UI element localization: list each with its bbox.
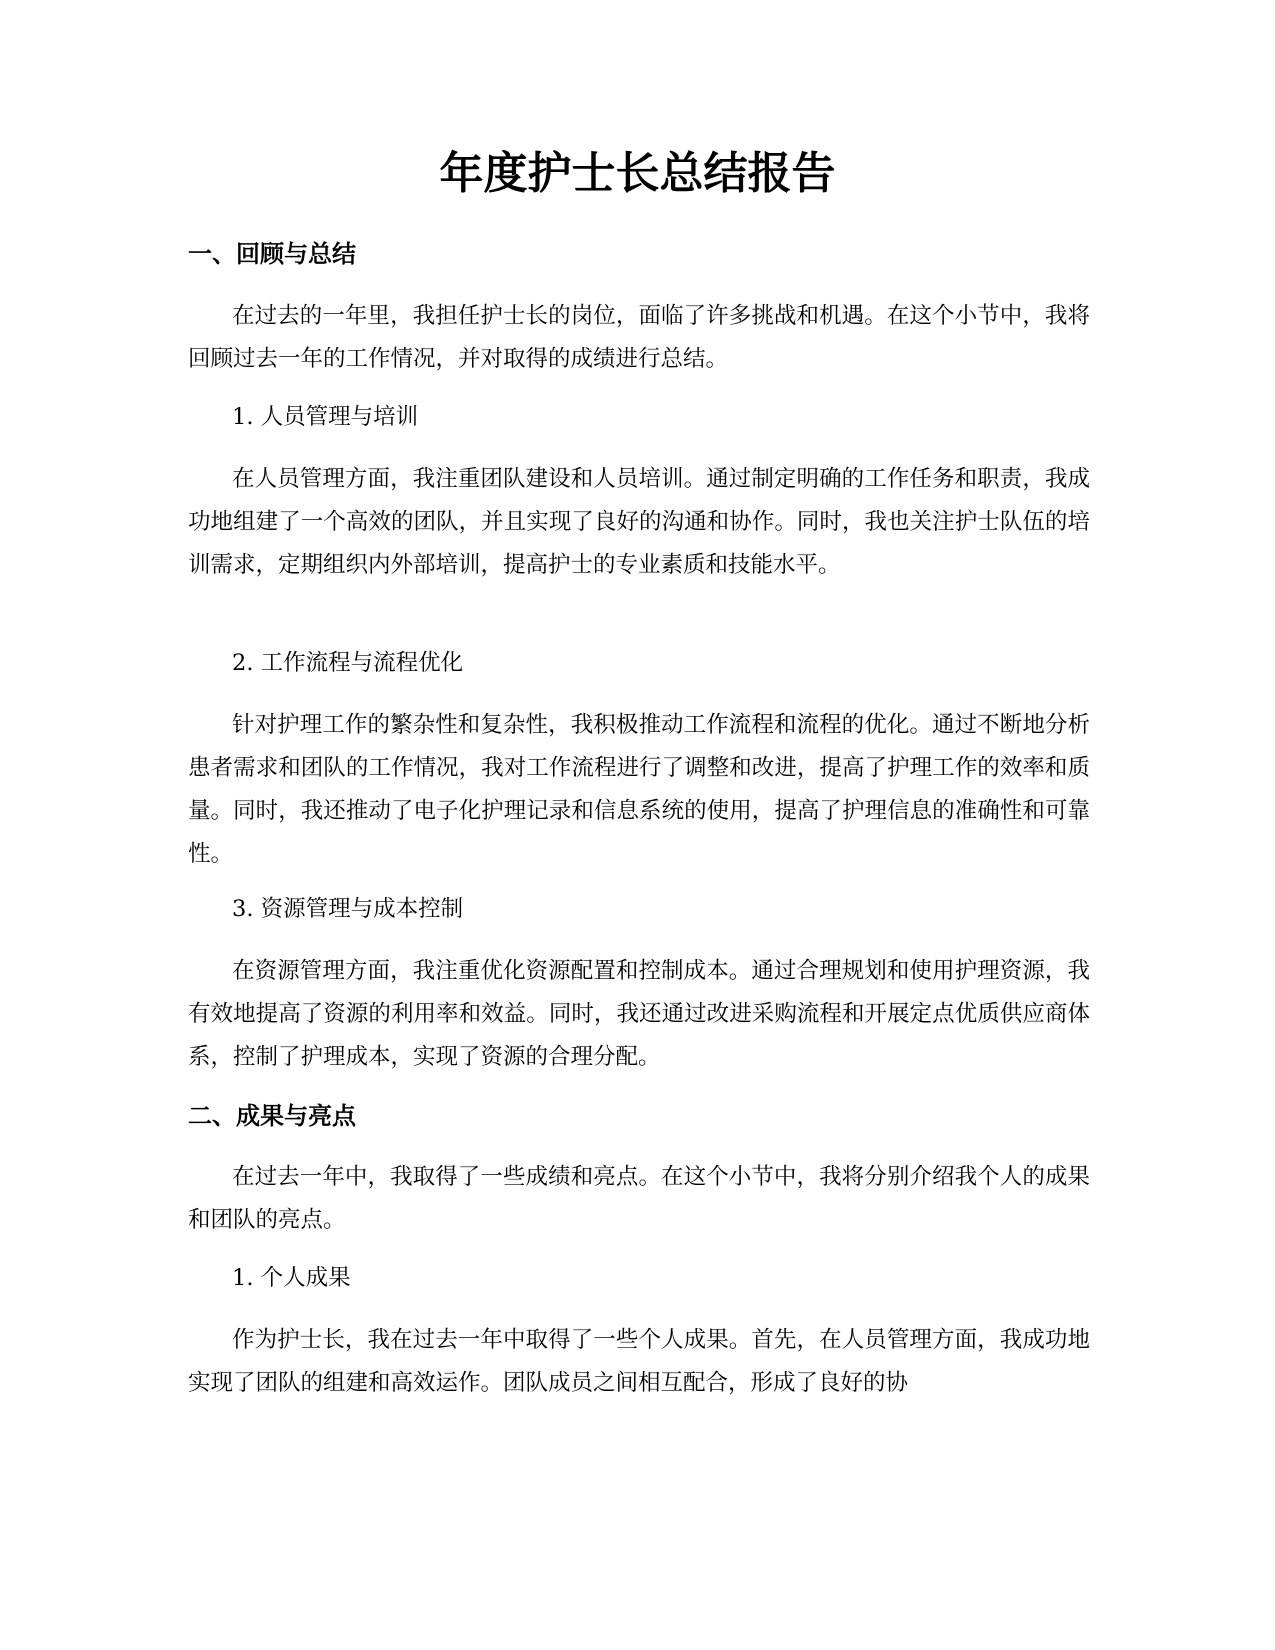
- subsection-title-workflow: 2. 工作流程与流程优化: [232, 650, 464, 676]
- section-heading-achievements: 二、成果与亮点: [188, 1102, 356, 1130]
- section-heading-review: 一、回顾与总结: [188, 240, 356, 268]
- subsection-body-workflow: 针对护理工作的繁杂性和复杂性，我积极推动工作流程和流程的优化。通过不断地分析患者需求和团队的工作情况，我对工作流程进行了调整和改进，提高了护理工作的效率和质量。同时，我还推动了电子化护理记录和信息系统的使用，提高了护理信息的准确性和可靠性。: [188, 712, 1090, 867]
- subsection-title-personal-achievements: 1. 个人成果: [232, 1265, 351, 1291]
- section-intro-achievements: 在过去一年中，我取得了一些成绩和亮点。在这个小节中，我将分别介绍我个人的成果和团队的亮点。: [188, 1164, 1090, 1233]
- subsection-body-resource-management: 在资源管理方面，我注重优化资源配置和控制成本。通过合理规划和使用护理资源，我有效地提高了资源的利用率和效益。同时，我还通过改进采购流程和开展定点优质供应商体系，控制了护理成本，实现了资源的合理分配。: [188, 958, 1090, 1070]
- section-intro-review: 在过去的一年里，我担任护士长的岗位，面临了许多挑战和机遇。在这个小节中，我将回顾过去一年的工作情况，并对取得的成绩进行总结。: [188, 303, 1090, 372]
- subsection-title-resource-management: 3. 资源管理与成本控制: [232, 896, 464, 922]
- subsection-body-staff-management: 在人员管理方面，我注重团队建设和人员培训。通过制定明确的工作任务和职责，我成功地组建了一个高效的团队，并且实现了良好的沟通和协作。同时，我也关注护士队伍的培训需求，定期组织内外部培训，提高护士的专业素质和技能水平。: [188, 466, 1090, 578]
- document-title: 年度护士长总结报告: [439, 148, 836, 199]
- subsection-title-staff-management: 1. 人员管理与培训: [232, 404, 419, 430]
- subsection-body-personal-achievements: 作为护士长，我在过去一年中取得了一些个人成果。首先，在人员管理方面，我成功地实现了团队的组建和高效运作。团队成员之间相互配合，形成了良好的协: [188, 1327, 1090, 1396]
